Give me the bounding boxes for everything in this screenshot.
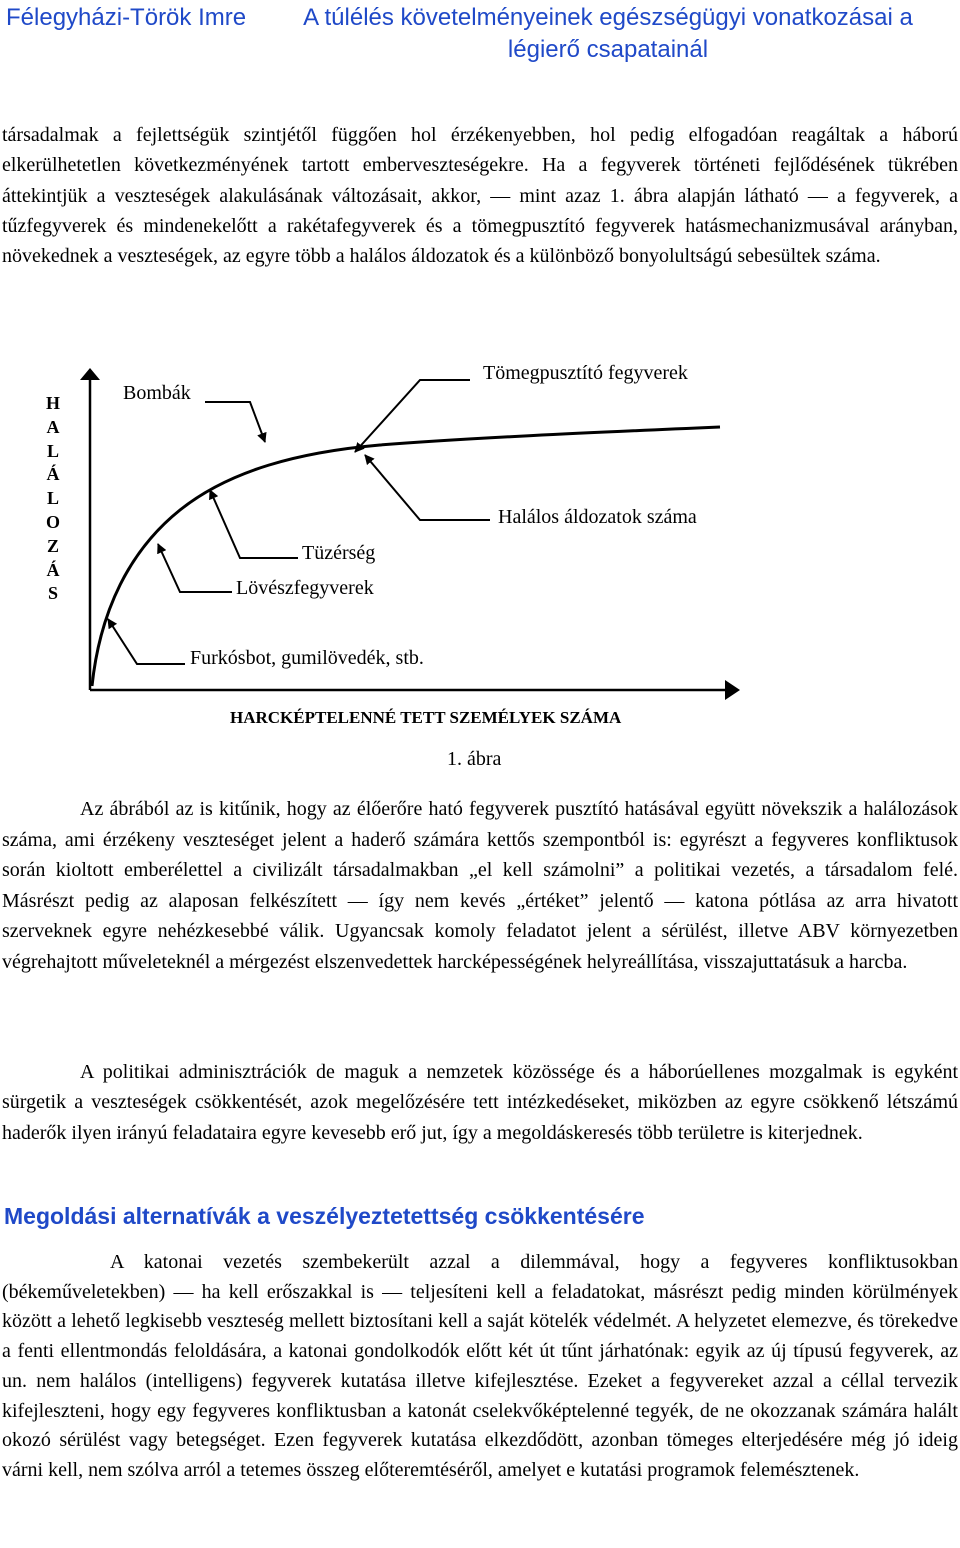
furkosbot-leader bbox=[108, 619, 185, 664]
tuzerseg-leader bbox=[210, 490, 298, 558]
paragraph-3: A politikai adminisztrációk de maguk a nemzetek közössége és a háborúellenes mozgalmak is egyként sürgetik a veszteségek csökkentését, azok megelőzésére tett intézkedéseket, miközben az egyre csökkenő létszámú haderők ilyen irányú feladataira egyre kevesebb erő jut, így a megoldáskeresés több területre is kiterjednek. bbox=[2, 1061, 958, 1144]
figure-1 bbox=[0, 330, 960, 790]
header-author: Félegyházi-Török Imre bbox=[6, 4, 247, 31]
bombak-leader bbox=[205, 402, 265, 442]
label-tomegpusztito: Tömegpusztító fegyverek bbox=[483, 362, 688, 384]
label-bombak: Bombák bbox=[123, 382, 191, 404]
x-axis-arrow bbox=[725, 680, 740, 700]
paragraph-1: társadalmak a fejlettségük szintjétől függően hol érzékenyebben, hol pedig elfogadóan reagáltak a háború elkerülhetetlen következményének tartott emberveszteségekre. Ha a fegyverek történeti fejlődésének tükrében áttekintjük a veszteségek alakulásának változásait, akkor, — mint azaz 1. ábra alapján látható — a fegyverek, a tűzfegyverek és mindenekelőtt a rakétafegyverek és a tömegpusztító fegyverek hatásmechanizmusával arányban, növekednek a veszteségek, az egyre több a halálos áldozatok és a különböző bonyolultságú sebesültek száma. bbox=[2, 124, 958, 268]
label-halalos: Halálos áldozatok száma bbox=[498, 506, 697, 528]
label-tuzerseg: Tüzérség bbox=[302, 542, 376, 564]
page-header bbox=[6, 2, 956, 66]
label-loveszfegyverek: Lövészfegyverek bbox=[236, 577, 374, 599]
y-axis-arrow bbox=[80, 368, 100, 380]
header-title: A túlélés követelményeinek egészségügyi vonatkozásai a légierő csapatainál bbox=[303, 4, 913, 63]
paragraph-4: A katonai vezetés szembekerült azzal a dilemmával, hogy a fegyveres konfliktusokban (békeműveletekben) — ha kell erőszakkal is — teljesíteni kell a feladatokat, másrészt pedig minden körülmények között a lehető legkisebb veszteség mellett biztosítani kell a saját kötelék védelmét. A helyzetet elemezve, és törekedve a fenti ellentmondás feloldására, a katonai gondolkodók előtt két út tűnt járhatónak: egyik az új típusú fegyverek, az un. nem halálos (intelligens) fegyverek kutatása illetve kifejlesztése. Ezeket a fegyvereket azzal a céllal tervezik kifejleszteni, hogy egy fegyveres konfliktusban a katonát cselekvőképtelenné tegyék, de ne okozzanak számára halált okozó sérülést vagy betegséget. Ezen fegyverek kutatása elkezdődött, azonban tömeges elterjedésére még jó ideig várni kell, nem szólva arról a tetemes összeg előteremtéséről, amelyet e kutatási programok felemésztenek. bbox=[2, 1251, 958, 1481]
paragraph-2: Az ábrából az is kitűnik, hogy az élőerőre ható fegyverek pusztító hatásával együtt növekszik a halálozások száma, ami érzékeny veszteséget jelent a haderő számára kettős szempontból is: egyrészt a fegyveres konfliktusok során kioltott emberélettel a civilizált társadalmakban „el kell számolni” a politikai vezetés, a társadalom felé. Másrészt pedig az alaposan felkészített — így nem kevés „értéket” jelentő — katona pótlása az arra hivatott szerveknek egyre nehézkesebbé válik. Ugyancsak komoly feladatot jelent a sérülést, illetve ABV környezetben végrehajtott műveleteknél a mérgezést elszenvedettek harcképességének helyreállítása, visszajuttatásuk a harcba. bbox=[2, 798, 958, 973]
section-heading: Megoldási alternatívák a veszélyeztetettség csökkentésére bbox=[4, 1203, 645, 1229]
loveszfegyverek-leader bbox=[158, 544, 232, 592]
label-furkosbot: Furkósbot, gumilövedék, stb. bbox=[190, 647, 424, 669]
y-axis-label: H A L Á L O Z Á S bbox=[45, 393, 60, 604]
halalos-leader bbox=[365, 455, 490, 520]
figure-caption: 1. ábra bbox=[447, 748, 502, 770]
x-axis-label: HARCKÉPTELENNÉ TETT SZEMÉLYEK SZÁMA bbox=[230, 708, 622, 727]
